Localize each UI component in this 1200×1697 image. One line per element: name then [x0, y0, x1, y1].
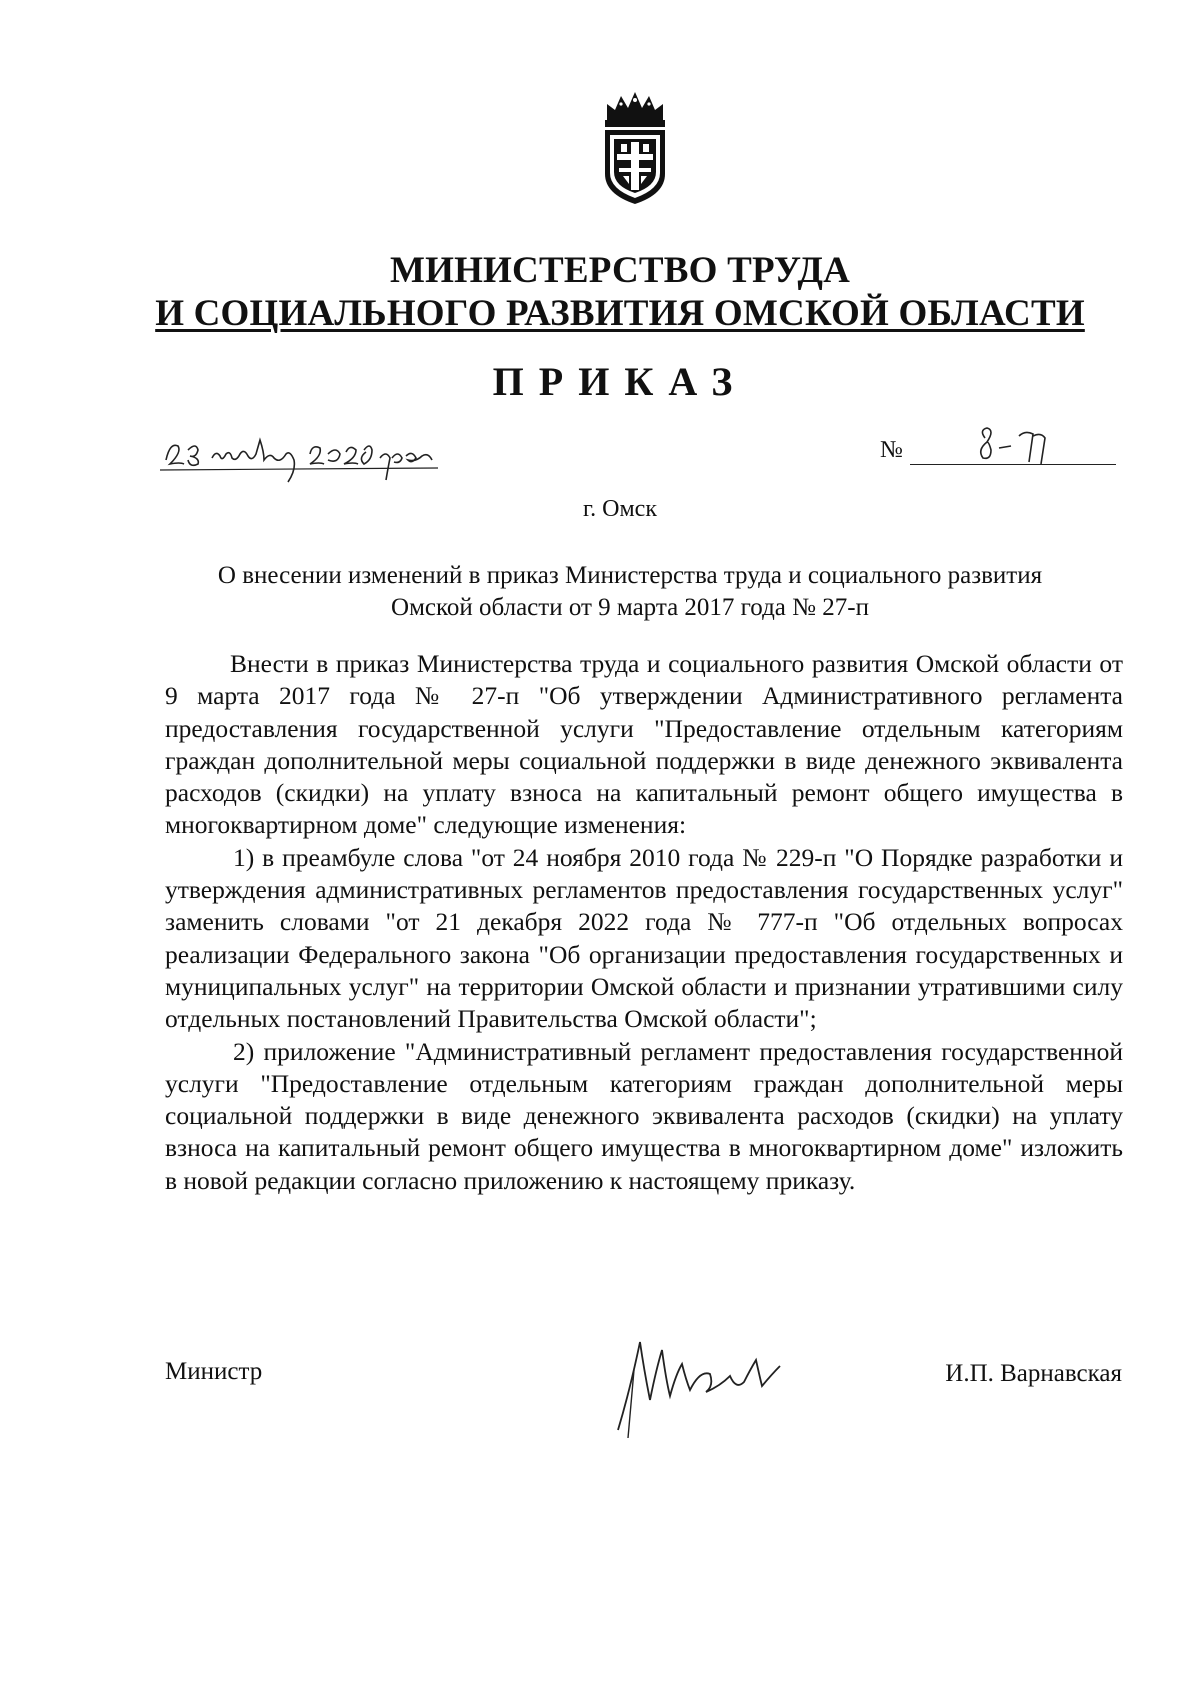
city: г. Омск — [583, 496, 657, 522]
signer-name: И.П. Варнавская — [945, 1360, 1122, 1387]
handwritten-signature-icon — [610, 1330, 810, 1440]
body-item-2: 2) приложение "Административный регламент предоставления государственной услуги "Предоставление отдельным категориям граждан дополнительной меры социальной поддержки в виде денежного эквивалента расходов (скидки) на уплату взноса на капитальный ремонт общего имущества в многоквартирном доме" изложить в новой редакции согласно приложению к настоящему приказу. — [165, 1036, 1123, 1195]
order-body — [165, 648, 1123, 1197]
document-type: ПРИКАЗ — [492, 359, 748, 404]
handwritten-order-number — [975, 424, 1055, 468]
order-subject-line1: О внесении изменений в приказ Министерства труда и социального развития — [217, 562, 1043, 589]
order-subject — [60, 560, 1200, 624]
omsk-coat-of-arms-icon — [597, 90, 673, 206]
signer-title: Министр — [165, 1358, 263, 1385]
body-intro-paragraph: Внести в приказ Министерства труда и социального развития Омской области от 9 марта 2017 года № 27-п "Об утверждении Административного регламента предоставления государственной услуги "Предоставление отдельным категориям граждан дополнительной меры социальной поддержки в виде денежного эквивалента расходов (скидки) на уплату взноса на капитальный ремонт общего имущества в многоквартирном доме" следующие изменения: — [165, 649, 1123, 840]
ministry-name-line2: И СОЦИАЛЬНОГО РАЗВИТИЯ ОМСКОЙ ОБЛАСТИ — [155, 293, 1085, 334]
ministry-name-line1: МИНИСТЕРСТВО ТРУДА — [389, 250, 851, 291]
order-number-label: № — [880, 437, 903, 463]
order-subject-line2: Омской области от 9 марта 2017 года № 27-п — [391, 594, 869, 621]
body-item-1: 1) в преамбуле слова "от 24 ноября 2010 года № 229-п "О Порядке разработки и утверждения административных регламентов предоставления государственных услуг" заменить словами "от 21 декабря 2022 года № 777-п "Об отдельных вопросах реализации Федерального закона "Об организации предоставления государственных и муниципальных услуг" на территории Омской области и признании утратившими силу отдельных постановлений Правительства Омской области"; — [165, 842, 1123, 1034]
handwritten-date — [160, 420, 460, 490]
